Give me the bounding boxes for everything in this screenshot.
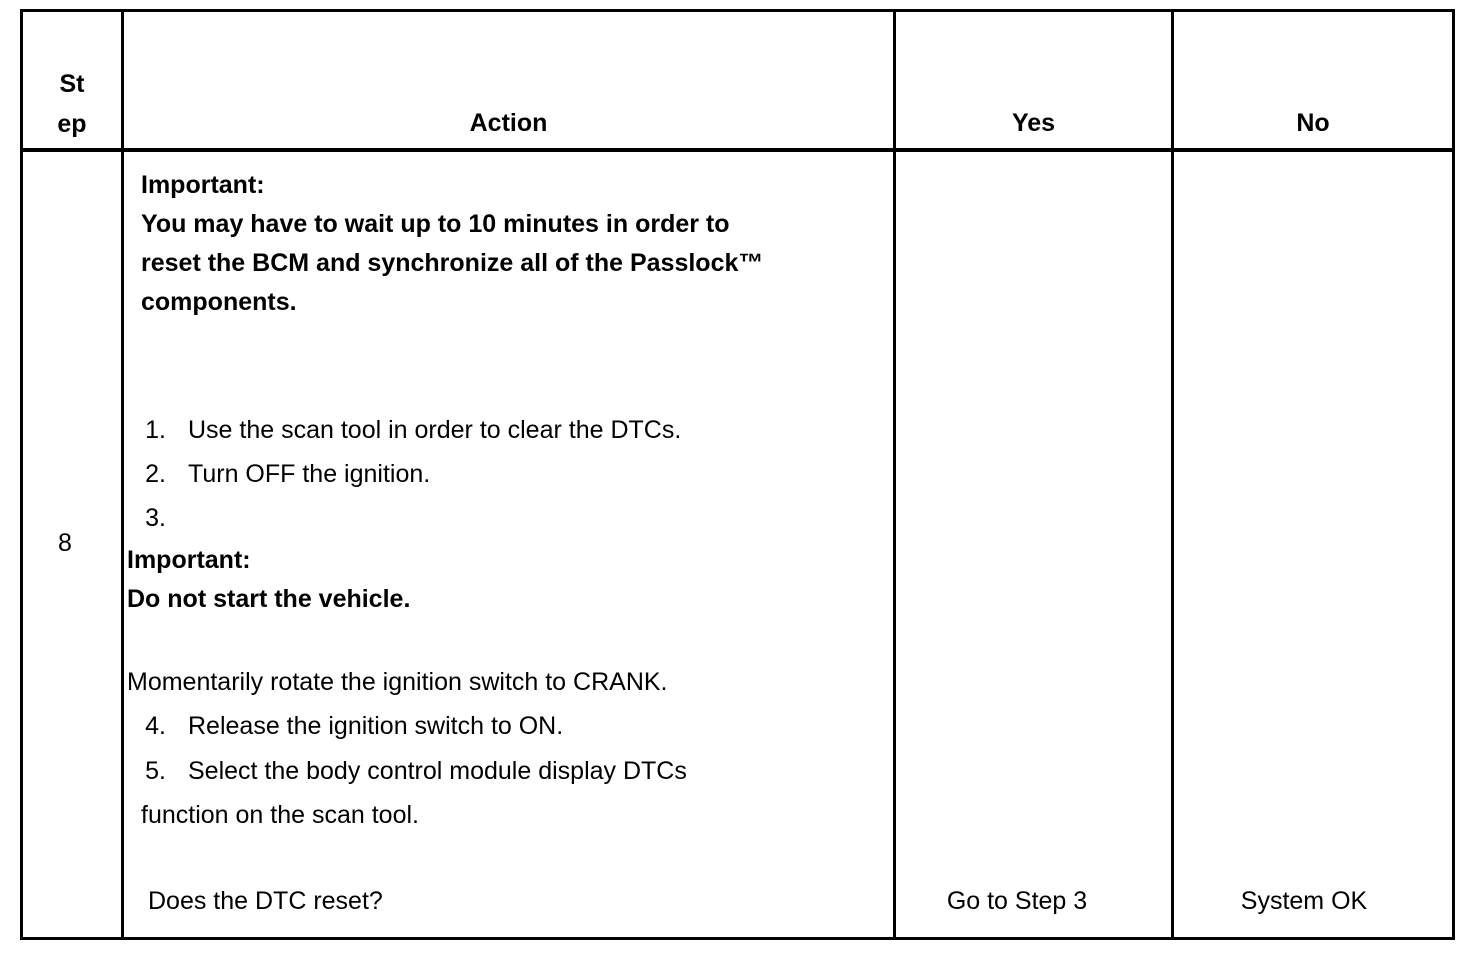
important-line-3: components. bbox=[141, 288, 297, 316]
list-item-text: Release the ignition switch to ON. bbox=[188, 712, 564, 740]
question-text: Does the DTC reset? bbox=[148, 887, 383, 915]
no-outcome: System OK bbox=[1240, 887, 1368, 915]
important-line-1: You may have to wait up to 10 minutes in order to bbox=[141, 210, 730, 238]
header-step-line2: ep bbox=[57, 110, 87, 138]
list-item-number: 3. bbox=[145, 504, 166, 532]
list-item-text: Turn OFF the ignition. bbox=[188, 460, 431, 488]
header-step bbox=[23, 64, 121, 144]
step-number: 8 bbox=[58, 529, 72, 557]
step-5-continuation: function on the scan tool. bbox=[141, 801, 419, 829]
list-item-number: 5. bbox=[145, 757, 166, 785]
header-no: No bbox=[1296, 109, 1330, 137]
list-item-text: Select the body control module display DTCs bbox=[188, 757, 687, 785]
important-text-2: Do not start the vehicle. bbox=[127, 585, 411, 613]
header-yes: Yes bbox=[1011, 109, 1056, 137]
header-action: Action bbox=[469, 109, 548, 137]
list-item-text: Use the scan tool in order to clear the DTCs. bbox=[188, 416, 682, 444]
list-item-number: 2. bbox=[145, 460, 166, 488]
list-item-number: 4. bbox=[145, 712, 166, 740]
step-3-text: Momentarily rotate the ignition switch to CRANK. bbox=[127, 668, 668, 696]
yes-outcome: Go to Step 3 bbox=[946, 887, 1088, 915]
list-item-number: 1. bbox=[145, 416, 166, 444]
important-line-2: reset the BCM and synchronize all of the Passlock™ bbox=[141, 249, 764, 277]
header-divider bbox=[20, 148, 1455, 152]
important-title-1: Important: bbox=[141, 171, 265, 199]
important-title-2: Important: bbox=[127, 546, 251, 574]
header-step-line1: St bbox=[59, 70, 85, 98]
